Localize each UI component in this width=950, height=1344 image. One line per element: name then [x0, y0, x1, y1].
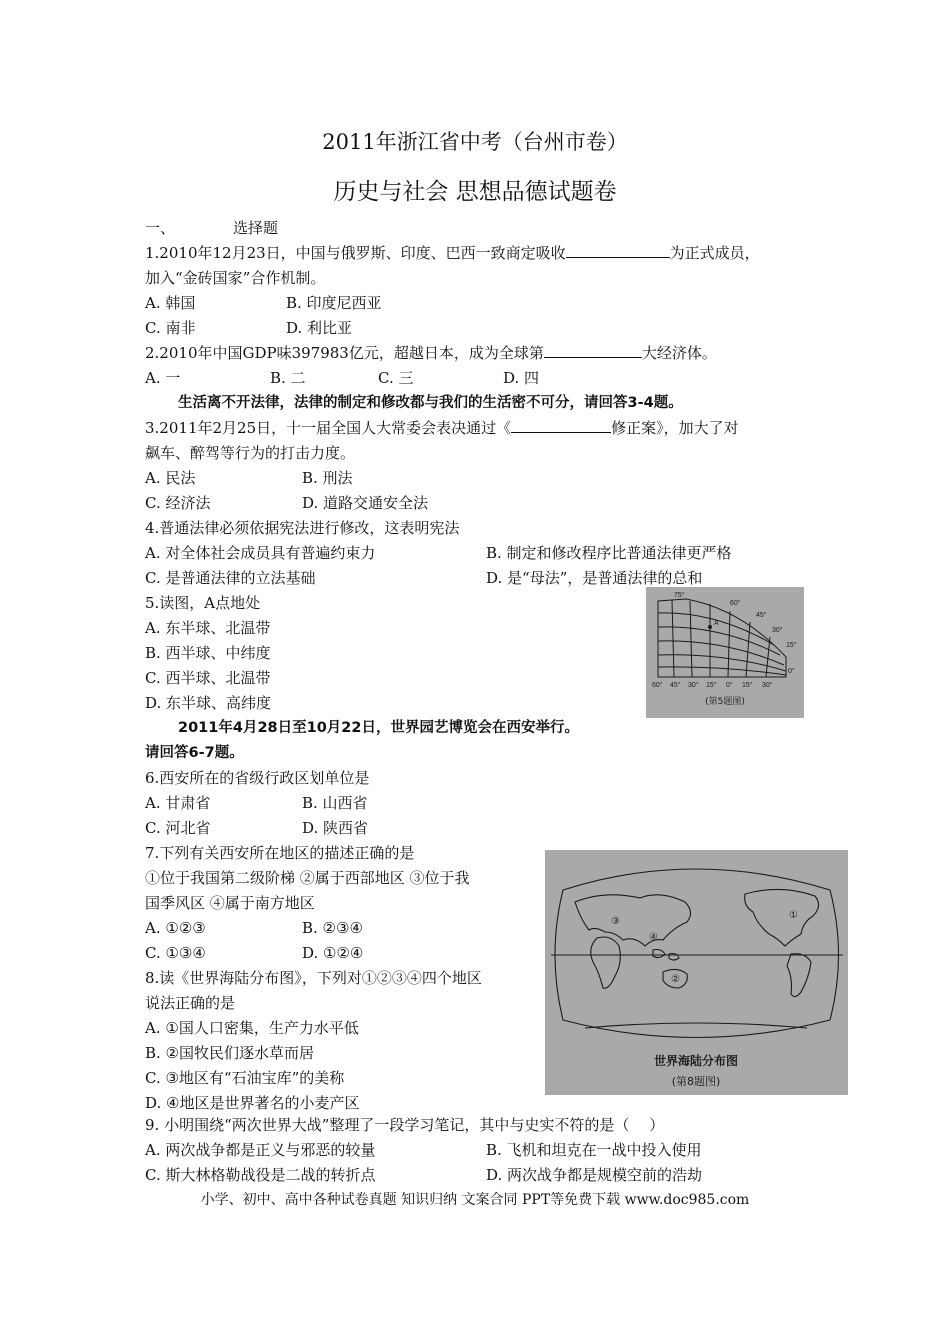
q8-option-c: C. ③地区有“石油宝库”的美称 [145, 1069, 345, 1087]
landmass-south-america [787, 954, 811, 997]
graticule-diagram [646, 587, 804, 718]
q7-option-d: D. ①②④ [302, 944, 364, 962]
q2-text: 2.2010年中国GDP味397983亿元，超越日本，成为全球第 [145, 344, 544, 362]
latitude-line [658, 641, 784, 665]
longitude-line [728, 611, 730, 677]
q3-text-cont: 修正案》，加大了对 [611, 419, 739, 437]
lat-label: 45° [756, 612, 767, 619]
lon-label: 15° [742, 682, 753, 689]
q5-stem: 5.读图，A点地处 [145, 594, 261, 612]
lat-label: 60° [730, 600, 741, 607]
lat-label: 30° [772, 627, 783, 634]
q6-option-b: B. 山西省 [302, 794, 368, 812]
q8-stem: 8.读《世界海陆分布图》，下列对①②③④四个地区 [145, 969, 482, 987]
lat-label: 0° [788, 668, 795, 675]
q3-option-b: B. 刑法 [302, 469, 353, 487]
figure-q5-graticule [646, 587, 804, 718]
q8-option-a: A. ①国人口密集，生产力水平低 [145, 1019, 359, 1037]
lon-label: 15° [706, 682, 717, 689]
q3-stem [145, 418, 739, 438]
exam-title: 2011年浙江省中考（台州市卷） [322, 130, 628, 154]
region-mark: ④ [649, 932, 658, 943]
q3-option-a: A. 民法 [145, 469, 196, 487]
map-caption-title: 世界海陆分布图 [653, 1054, 739, 1068]
q4-stem: 4.普通法律必须依据宪法进行修改，这表明宪法 [145, 519, 460, 537]
longitude-line [746, 622, 750, 677]
q2-stem [145, 343, 717, 363]
q1-text: 1.2010年12月23日，中国与俄罗斯、印度、巴西一致商定吸收 [145, 244, 566, 262]
q4-option-a: A. 对全体社会成员具有普遍约束力 [145, 544, 376, 562]
intro-q6-7-line2: 请回答6-7题。 [145, 745, 244, 761]
q9-option-c: C. 斯大林格勒战役是二战的转折点 [145, 1166, 376, 1184]
answer-blank [566, 243, 670, 258]
longitude-line [766, 637, 770, 677]
q3-stem-line2: 飙车、醉驾等行为的打击力度。 [145, 444, 356, 462]
q7-statements: ①位于我国第二级阶梯 ②属于西部地区 ③位于我 [145, 869, 470, 887]
region-mark: ① [789, 910, 798, 921]
q2-option-a: A. 一 [145, 369, 181, 387]
q6-option-d: D. 陕西省 [302, 819, 369, 837]
section-label: 选择题 [233, 219, 279, 237]
landmass-eurasia [575, 895, 691, 946]
landmass-africa [591, 937, 621, 988]
q1-option-c: C. 南非 [145, 319, 196, 337]
world-map-diagram [545, 850, 848, 1095]
q8-stem-line2: 说法正确的是 [145, 994, 236, 1012]
answer-blank [544, 343, 642, 358]
section-heading [145, 218, 278, 238]
lon-label: 60° [652, 682, 663, 689]
point-a-marker [708, 625, 712, 629]
q8-option-b: B. ②国牧民们逐水草而居 [145, 1044, 315, 1062]
q9-option-b: B. 飞机和坦克在一战中投入使用 [486, 1141, 702, 1159]
region-mark: ③ [611, 916, 620, 927]
q2-option-c: C. 三 [378, 369, 414, 387]
q7-stem: 7.下列有关西安所在地区的描述正确的是 [145, 844, 415, 862]
q6-option-a: A. 甘肃省 [145, 794, 211, 812]
section-number: 一、 [145, 219, 176, 237]
q7-statements-cont: 国季风区 ④属于南方地区 [145, 894, 315, 912]
q9-option-d: D. 两次战争都是规模空前的浩劫 [486, 1166, 703, 1184]
region-mark: ② [671, 974, 680, 985]
q2-option-d: D. 四 [503, 369, 540, 387]
landmass-islands [653, 950, 665, 958]
q9-option-a: A. 两次战争都是正义与邪恶的较量 [145, 1141, 376, 1159]
intro-q6-7: 2011年4月28日至10月22日，世界园艺博览会在西安举行。 [178, 720, 579, 736]
map-caption-number: (第8题图) [671, 1075, 721, 1088]
point-a-label: A [714, 620, 719, 627]
q2-option-b: B. 二 [270, 369, 306, 387]
lat-label: 75° [674, 592, 685, 599]
q5-option-d: D. 东半球、高纬度 [145, 694, 272, 712]
q4-option-b: B. 制定和修改程序比普通法律更严格 [486, 544, 732, 562]
q9-stem: 9. 小明围绕“两次世界大战”整理了一段学习笔记，其中与史实不符的是（ ） [145, 1116, 665, 1134]
figure-caption: (第5题图) [705, 697, 745, 707]
q5-option-b: B. 西半球、中纬度 [145, 644, 271, 662]
q5-option-c: C. 西半球、北温带 [145, 669, 271, 687]
q4-option-c: C. 是普通法律的立法基础 [145, 569, 316, 587]
q1-option-a: A. 韩国 [145, 294, 196, 312]
lon-label: 30° [688, 682, 699, 689]
figure-q8-world-map [545, 850, 848, 1095]
lon-label: 45° [670, 682, 681, 689]
q8-option-d: D. ④地区是世界著名的小麦产区 [145, 1094, 360, 1112]
q5-option-a: A. 东半球、北温带 [145, 619, 271, 637]
intro-q3-4: 生活离不开法律，法律的制定和修改都与我们的生活密不可分，请回答3-4题。 [178, 395, 683, 411]
q1-option-b: B. 印度尼西亚 [286, 294, 382, 312]
q3-text: 3.2011年2月25日，十一届全国人大常委会表决通过《 [145, 419, 512, 437]
landmass-north-america [745, 889, 819, 946]
lon-label: 30° [762, 682, 773, 689]
q6-option-c: C. 河北省 [145, 819, 211, 837]
q1-stem-line2: 加入“金砖国家”合作机制。 [145, 269, 326, 287]
answer-blank [511, 418, 611, 433]
q3-option-d: D. 道路交通安全法 [302, 494, 429, 512]
longitude-line [690, 601, 692, 677]
landmass-antarctica [585, 1023, 807, 1028]
q1-stem [145, 243, 760, 263]
longitude-line [672, 600, 674, 677]
q7-option-a: A. ①②③ [145, 919, 206, 937]
q1-option-d: D. 利比亚 [286, 319, 353, 337]
q3-option-c: C. 经济法 [145, 494, 211, 512]
lon-label: 0° [726, 682, 733, 689]
q1-text-cont: 为正式成员， [669, 244, 760, 262]
q2-text-cont: 大经济体。 [641, 344, 717, 362]
q4-option-d: D. 是“母法”，是普通法律的总和 [486, 569, 703, 587]
lat-label: 15° [786, 642, 797, 649]
q7-option-c: C. ①③④ [145, 944, 206, 962]
page-footer: 小学、初中、高中各种试卷真题 知识归纳 文案合同 PPT等免费下载 www.doc985.com [200, 1192, 750, 1208]
q7-option-b: B. ②③④ [302, 919, 363, 937]
q6-stem: 6.西安所在的省级行政区划单位是 [145, 769, 370, 787]
exam-subtitle: 历史与社会 思想品德试题卷 [333, 179, 617, 205]
